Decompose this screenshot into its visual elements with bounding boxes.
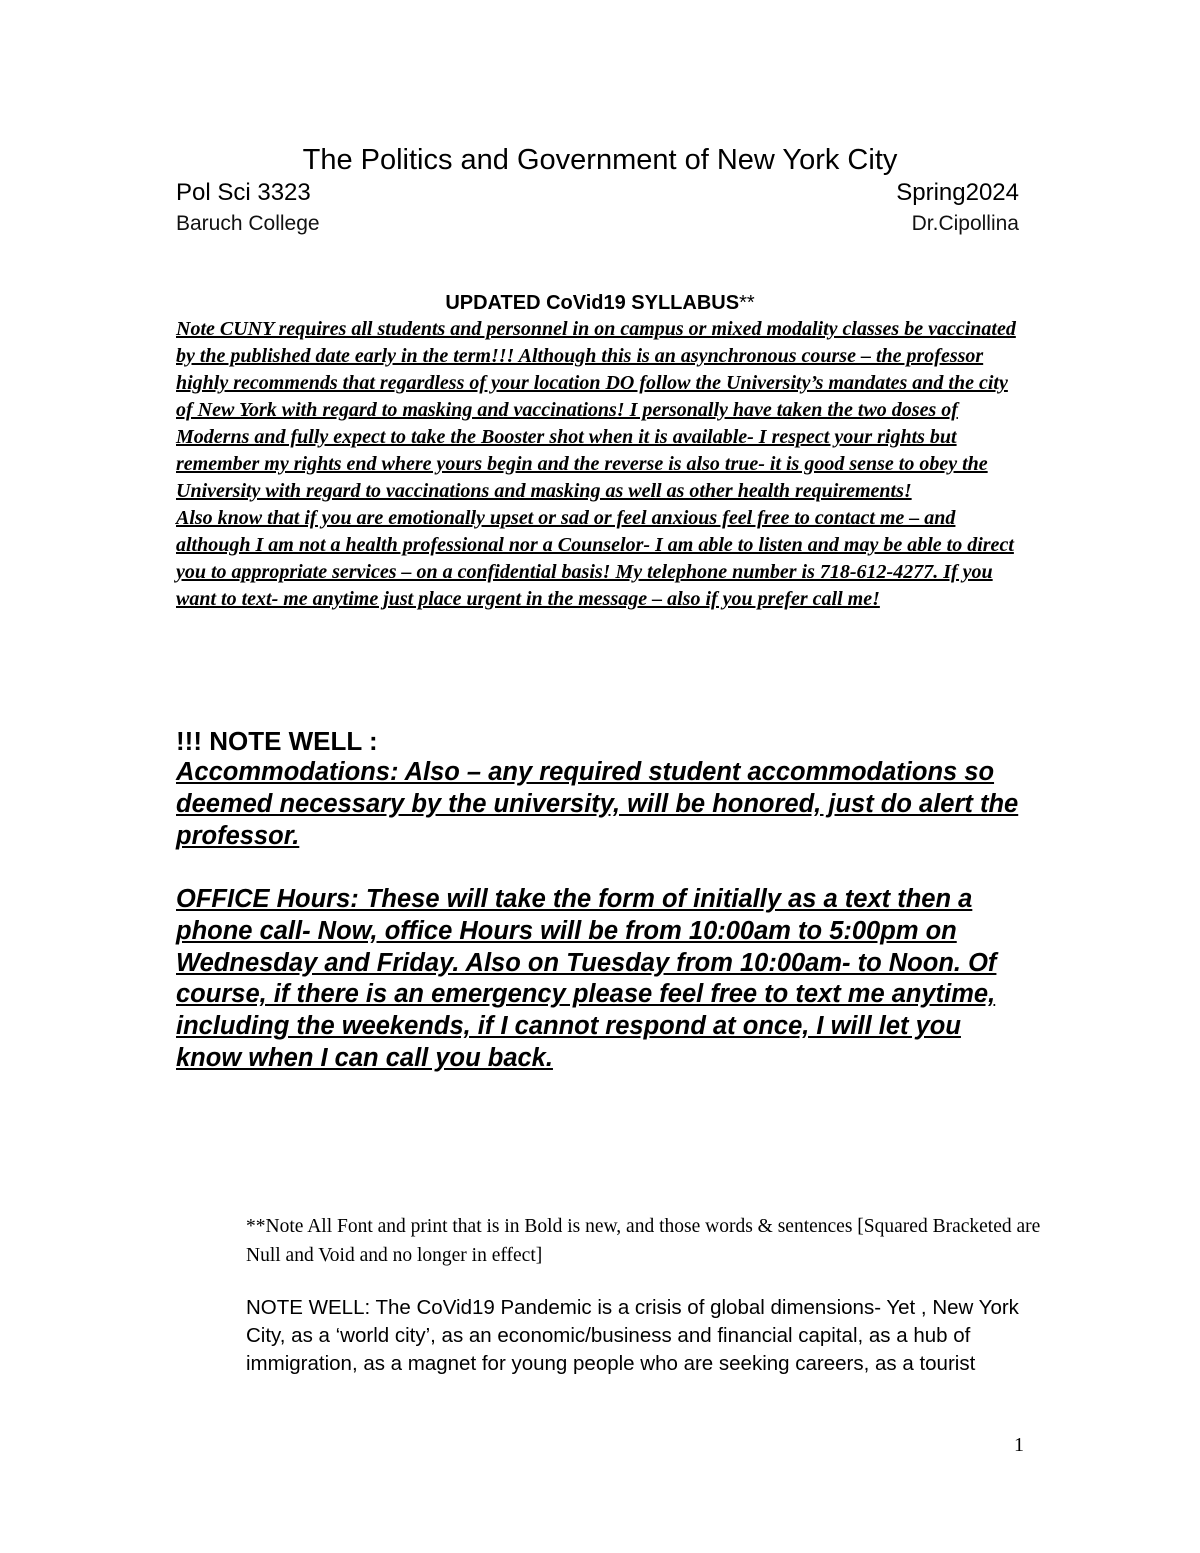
document-title: The Politics and Government of New York City [302,144,898,176]
office-hours-block [176,884,1024,1075]
college-header-row [176,210,1019,238]
bold-font-footnote: **Note All Font and print that is in Bold is new, and those words & sentences [Squared Bracketed are Null and Void and no longer in effect] [246,1216,1041,1266]
course-header-row [176,178,1019,208]
wellbeing-note: Also know that if you are emotionally upset or sad or feel anxious feel free to contact me – and although I am not a health professional nor a Counselor- I am able to listen and may be able to direct you to appropriate services – on a confidential basis! My telephone number is 718-612-4277. If you want to text- me anytime just place urgent in the message – also if you prefer call me! [176,507,1014,610]
accommodations-text: Accommodations: Also – any required student accommodations so deemed necessary by the university, will be honored, just do alert the professor. [176,758,1019,850]
office-hours-text: OFFICE Hours: These will take the form of initially as a text then a phone call- Now, office Hours will be from 10:00am to 5:00pm on Wednesday and Friday. Also on Tuesday from 10:00am- to Noon. Of course, if there is an emergency please feel free to text me anytime, including the weekends, if I cannot respond at once, I will let you know when I can call you back. [176,885,997,1072]
updated-syllabus-heading [0,289,1200,317]
updated-heading-text: UPDATED CoVid19 SYLLABUS [445,292,740,314]
accommodations-block [176,757,1024,852]
term: Spring2024 [896,179,1019,206]
pandemic-note: NOTE WELL: The CoVid19 Pandemic is a crisis of global dimensions- Yet , New York City, as a ‘world city’, as an economic/business and financial capital, as a hub of immigration, as a magnet for young people who are seeking careers, as a tourist [246,1296,1019,1375]
covid-vaccination-note: Note CUNY requires all students and personnel in on campus or mixed modality classes be vaccinated by the published date early in the term!!! Although this is an asynchronous course – the professor highly recommends that regardless of your location DO follow the University’s mandates and the city of New York with regard to masking and vaccinations! I personally have taken the two doses of Moderns and fully expect to take the Booster shot when it is available- I respect your rights but remember my rights end where yours begin and the reverse is also true- it is good sense to obey the University with regard to vaccinations and masking as well as other health requirements! [176,318,1016,502]
note-well-heading: !!! NOTE WELL : [176,726,378,756]
college-name: Baruch College [176,212,320,235]
instructor-name: Dr.Cipollina [911,212,1019,235]
page-number: 1 [1014,1434,1024,1456]
updated-heading-marker: ** [739,292,755,314]
covid-note-block [176,316,1028,613]
course-code: Pol Sci 3323 [176,179,311,206]
